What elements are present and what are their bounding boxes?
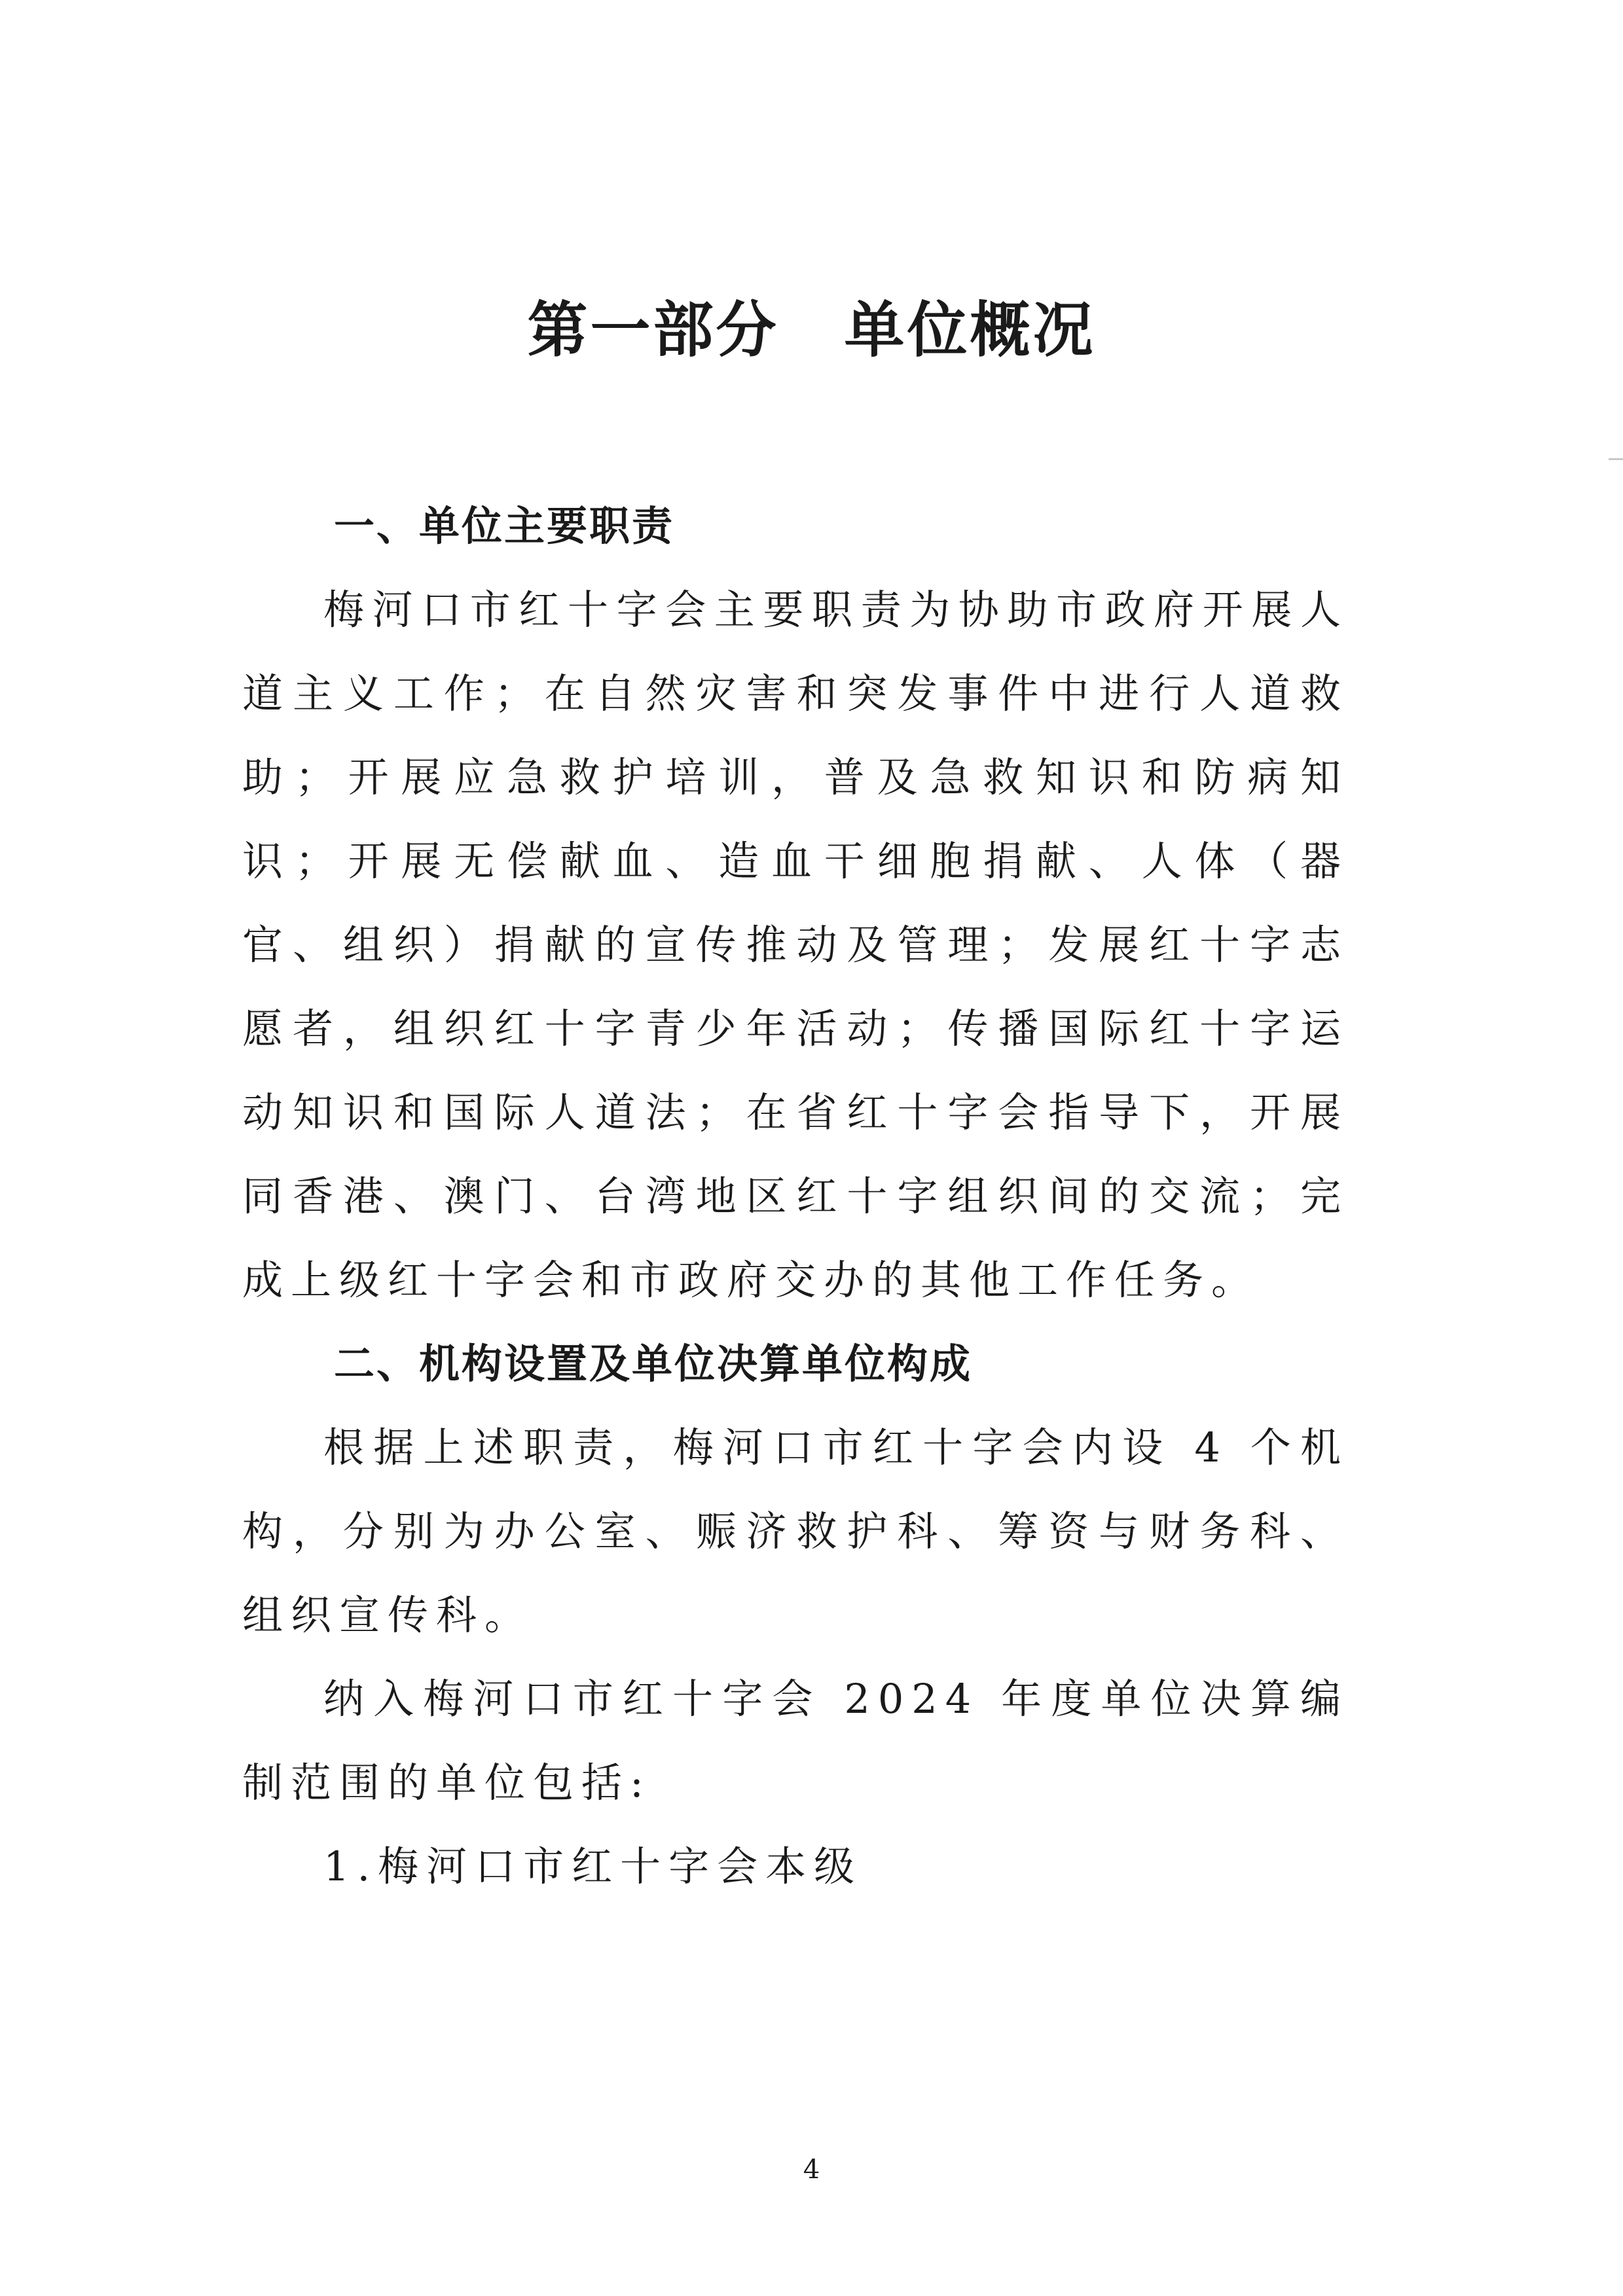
scan-edge-mark — [1609, 458, 1623, 460]
title-name: 单位概况 — [844, 295, 1096, 365]
paragraph-duties: 梅河口市红十字会主要职责为协助市政府开展人道主义工作；在自然灾害和突发事件中进行人道救助；开展应急救护培训，普及急救知识和防病知识；开展无偿献血、造血干细胞捐献、人体（器官、组织）捐献的宣传推动及管理；发展红十字志愿者，组织红十字青少年活动；传播国际红十字运动知识和国际人道法；在省红十字会指导下，开展同香港、澳门、台湾地区红十字组织间的交流；完成上级红十字会和市政府交办的其他工作任务。 — [242, 586, 1349, 1304]
title-part: 第一部分 — [527, 295, 779, 365]
section-heading-structure: 二、机构设置及单位决算单位构成 — [334, 1340, 973, 1388]
list-item-unit: 1.梅河口市红十字会本级 — [323, 1842, 863, 1890]
section-heading-duties: 一、单位主要职责 — [334, 502, 675, 550]
paragraph-structure: 根据上述职责，梅河口市红十字会内设 4 个机构，分别为办公室、赈济救护科、筹资与财务科、组织宣传科。 — [242, 1424, 1349, 1639]
document-body — [242, 484, 1349, 1909]
page-number: 4 — [803, 2155, 820, 2185]
paragraph-scope: 纳入梅河口市红十字会 2024 年度单位决算编制范围的单位包括: — [242, 1675, 1349, 1806]
page-title — [0, 288, 1623, 373]
